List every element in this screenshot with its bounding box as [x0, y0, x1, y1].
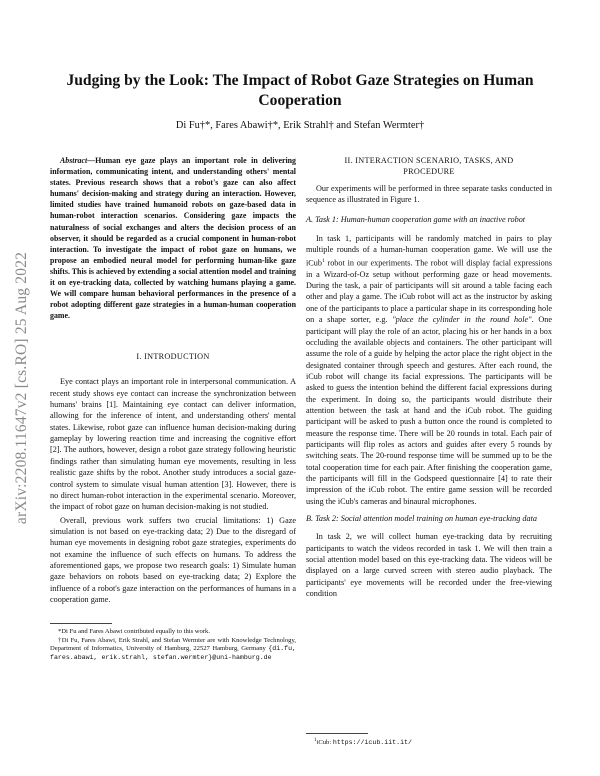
task-2-paragraph: In task 2, we will collect human eye-tracking data by recruiting participants to watch the videos recorded in task 1. We will then train a social attention model based on this eye-tracking data. The videos will be displayed on a large curved screen with stereo audio playback. The participants' eye movements will be recorded under the free-viewing condition [306, 532, 552, 599]
task-1-example-quote: "place the cylinder in the round hole" [392, 315, 532, 325]
section2-intro-paragraph: Our experiments will be performed in three separate tasks conducted in sequence as illustrated in Figure 1. [306, 184, 552, 205]
author-list: Di Fu†*, Fares Abawi†*, Erik Strahl† and Stefan Wermter† [175, 120, 425, 131]
subsection-task-2-heading: B. Task 2: Social attention model training on human eye-tracking data [306, 514, 537, 524]
right-footnote-block [306, 727, 552, 748]
footnote-icub-label: iCub: [316, 739, 333, 747]
intro-paragraph-2: Overall, previous work suffers two crucial limitations: 1) Gaze simulation is not based on eye-tracking data; 2) Due to the disregard of human eye movements in designing robot gaze strategies, experiments do not examine the influence of such effects on humans. To address the aforementioned gaps, we propose two research goals: 1) Simulate human gaze behaviors on robots based on eye-tracking data; 2) Explore the influence of a robot's gaze interaction on the performances of humans in a cooperation game. [50, 515, 296, 604]
subsection-task-1-heading: A. Task 1: Human-human cooperation game with an inactive robot [306, 214, 526, 224]
icub-url-link[interactable]: https://icub.iit.it/ [332, 739, 412, 747]
footnote-divider [50, 623, 112, 624]
section-heading-introduction: I. INTRODUCTION [136, 352, 210, 362]
section-heading-line-2: PROCEDURE [403, 167, 455, 176]
paper-title: Judging by the Look: The Impact of Robot Gaze Strategies on Human Cooperation [66, 72, 534, 109]
section-heading-line-1: II. INTERACTION SCENARIO, TASKS, AND [344, 156, 514, 165]
footnote-equal-contribution: *Di Fu and Fares Abawi contributed equally to this work. [58, 628, 211, 636]
right-footnote-divider [306, 733, 368, 734]
author-emails: {di.fu, fares.abawi, erik.strahl, stefan.wermter}@uni-hamburg.de [50, 645, 296, 662]
task-1-text-b: robot in our experiments. The robot will display facial expressions in a Wizard-of-Oz setup without performing gaze or head movements. During the task, a pair of participants will sit around a table facing each other and play a game. The iCub robot will act as the instructor by asking one of the participants to place a particular shape in its corresponding hole on a shape sorter, e.g. [306, 258, 552, 325]
task-1-text-a: In task 1, participants will be randomly matched in pairs to play multiple rounds of a human-human cooperation game. We will use the iCub [306, 234, 552, 268]
abstract-text: —Human eye gaze plays an important role in delivering information, communicating intent, and understanding others' mental states. Previous research shows that a robot's gaze can also affect humans' decision-making and strategy during an interaction. However, limited studies have trained humanoid robots on gaze-based data in human-robot interaction scenarios. Considering gaze impacts the naturalness of social exchanges and alters the decision process of an observer, it should be regarded as a crucial component in human-robot interaction. To investigate the impact of robot gaze on humans, we propose an embodied neural model for performing human-like gaze shifts. This is achieved by extending a social attention model and training it on eye-tracking data, collected by watching humans playing a game. We will compare human behavioral performances in the presence of a robot adopting different gaze strategies in a human-human cooperation game. [50, 156, 296, 321]
footnote-affiliation [50, 637, 296, 663]
abstract [50, 155, 296, 321]
section-heading-interaction-scenario [306, 155, 552, 177]
footnote-affiliation-text: †Di Fu, Fares Abawi, Erik Strahl, and Stefan Wermter are with Knowledge Technology, Department of Informatics, University of Hamburg, 22527 Hamburg, Germany [50, 636, 296, 653]
arxiv-side-stamp [10, 200, 34, 575]
footnote-icub: $^1$iCub: https://icub.iit.it/ [314, 738, 412, 747]
task-1-paragraph [306, 233, 552, 507]
left-column [50, 155, 296, 663]
task-1-text-c: . One participant will play the role of an actor, placing his or her hands in a box occluding the available objects and containers. The other participant will assume the role of a guide by helping the actor place the right object in the designated container through speech and gestures. After each round, the iCub robot will change its facial expressions. The participants will be asked to guess the intention behind the different facial expressions during the experiment. In doing so, the participants would distribute their attention between the task at hand and the iCub robot. The guiding participant will be asked to push a button once the round is completed to measure the response time. There will be 20 rounds in total. Each pair of participants will flip roles as actors and guides after every 5 rounds by switching seats. The 20-round response time will be summed up to be the total cooperation time for each pair. After finishing the cooperation game, the participants will fill in the Godspeed questionnaire [4] to rate their impression of the iCub robot. The entire game session will be recorded using the iCub's cameras and binaural microphones. [306, 315, 552, 506]
right-column [306, 155, 552, 601]
abstract-label: Abstract [60, 156, 88, 165]
intro-paragraph-1: Eye contact plays an important role in interpersonal communication. A recent study shows eye contact can increase the synchronization between humans' brains [1]. Maintaining eye contact can deliver information, allowing for the inference of intent, and understanding others' mental states. Likewise, robot gaze can influence human decision-making during gameplay by lowering reaction time and increasing the cognitive effort [2]. The authors, however, design a robot gaze strategy following heuristic findings rather than simulating human eye movements, resulting in less realistic gaze shifts by the robot. Another study introduces a social gaze-control system to simulate visual human attention [3]. However, there is no direct human-robot interaction in the experimental scenario. Moreover, the impact of robot gaze on human decision-making is not studied. [50, 377, 296, 512]
footnote-marker-1: 1 [321, 257, 325, 264]
arxiv-identifier: arXiv:2208.11647v2 [cs.RO] 25 Aug 2022 [13, 251, 30, 524]
